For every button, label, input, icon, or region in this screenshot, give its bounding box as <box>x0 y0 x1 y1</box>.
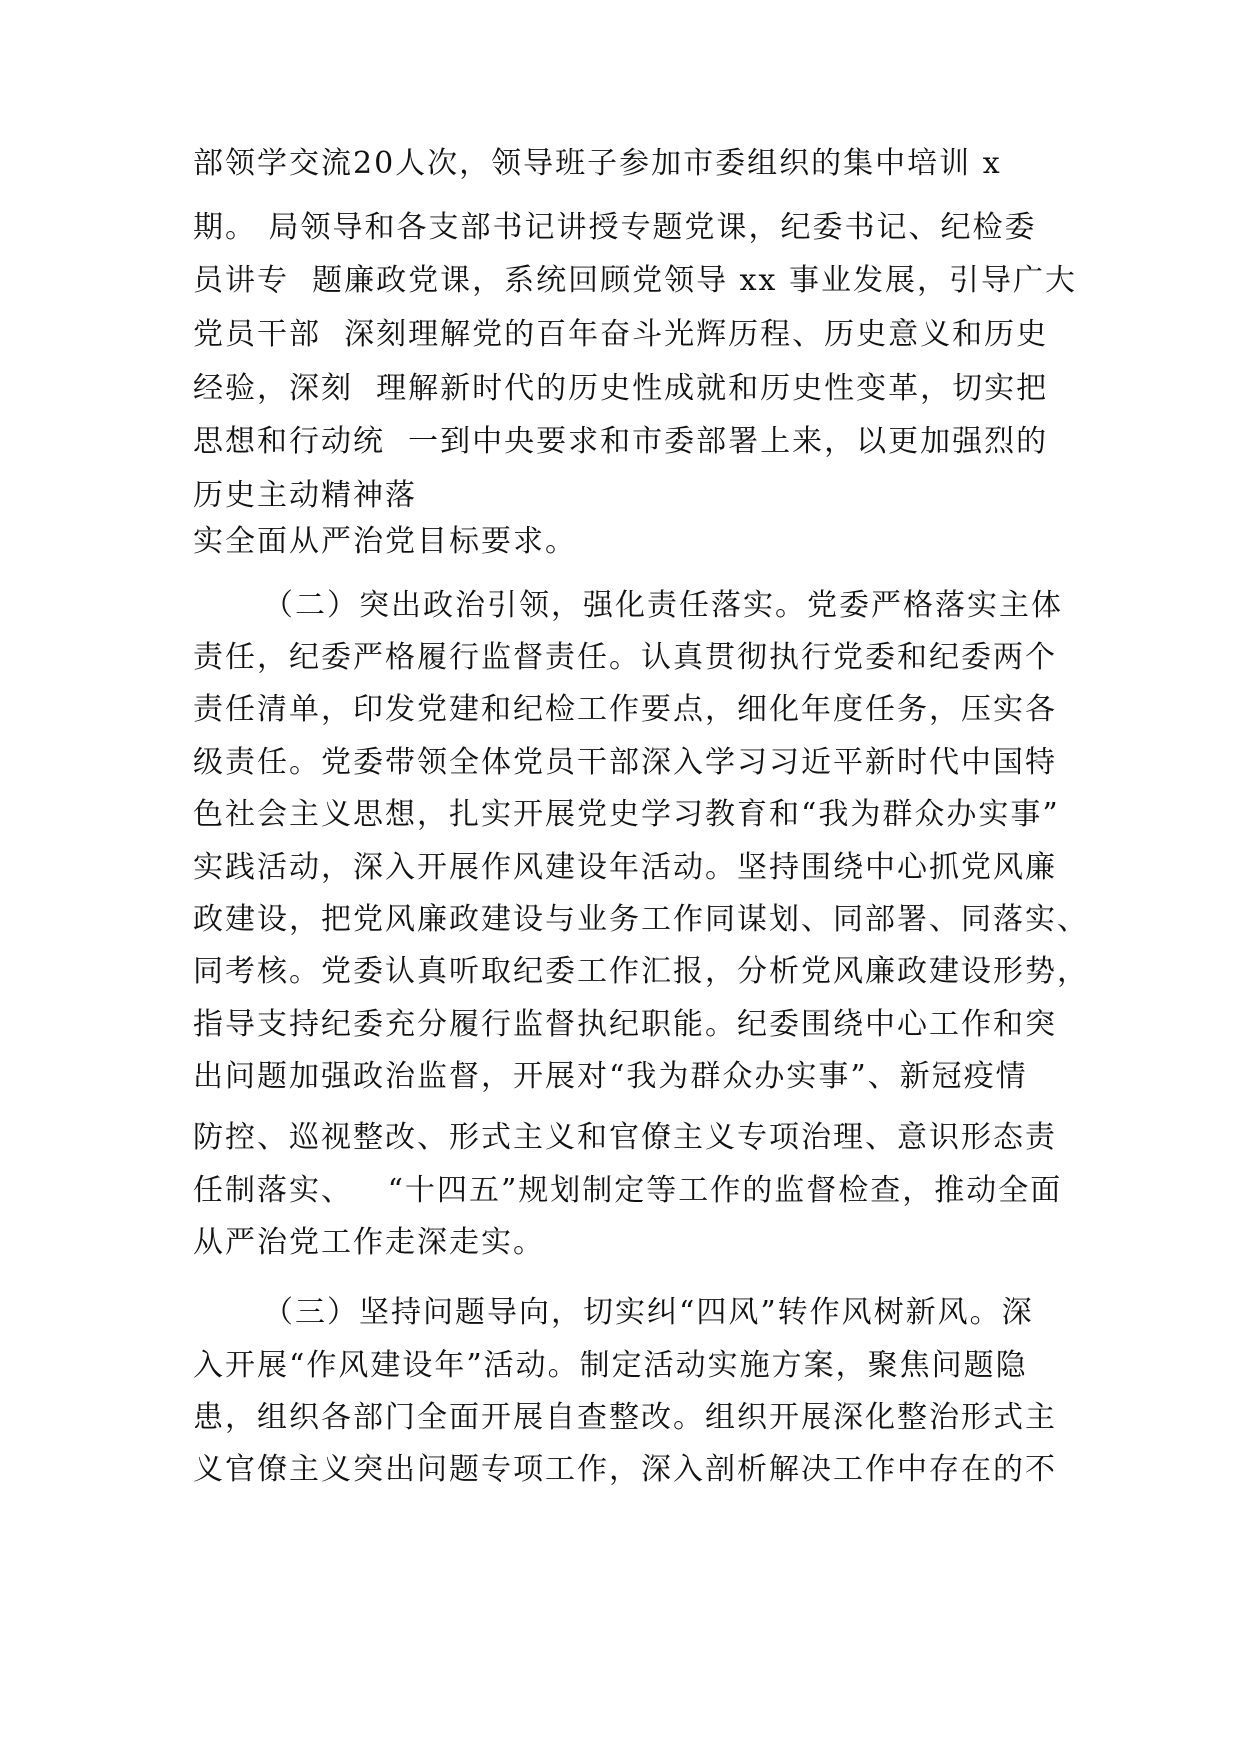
text-line: 部领学交流20人次，领导班子参加市委组织的集中培训 x <box>193 146 1002 181</box>
text-line: 政建设，把党风廉政建设与业务工作同谋划、同部署、同落实、 <box>193 902 1089 937</box>
text-line: 思想和行动统 一到中央要求和市委部署上来，以更加强烈的 <box>193 424 1049 459</box>
paragraph-heading-line: （二）突出政治引领，强化责任落实。党委严格落实主体 <box>263 588 1063 623</box>
text-line: 责任，纪委严格履行监督责任。认真贯彻执行党委和纪委两个 <box>193 640 1057 675</box>
text-line: 期。 局领导和各支部书记讲授专题党课，纪委书记、纪检委 <box>193 210 1037 245</box>
text-line: 经验，深刻 理解新时代的历史性成就和历史性变革，切实把 <box>193 371 1049 406</box>
text-line: 历史主动精神落 <box>193 478 417 513</box>
text-line: 实践活动，深入开展作风建设年活动。坚持围绕中心抓党风廉 <box>193 850 1057 885</box>
text-line: 入开展“作风建设年”活动。制定活动实施方案，聚焦问题隐 <box>193 1348 1028 1383</box>
paragraph-heading-line: （三）坚持问题导向，切实纠“四风”转作风树新风。深 <box>263 1295 1034 1330</box>
text-line: 防控、巡视整改、形式主义和官僚主义专项治理、意识形态责 <box>193 1120 1057 1155</box>
text-line: 责任清单，印发党建和纪检工作要点，细化年度任务，压实各 <box>193 692 1057 727</box>
text-line: 义官僚主义突出问题专项工作，深入剖析解决工作中存在的不 <box>193 1452 1057 1487</box>
text-line: 员讲专 题廉政党课，系统回顾党领导 xx 事业发展，引导广大 <box>193 263 1077 298</box>
text-line: 级责任。党委带领全体党员干部深入学习习近平新时代中国特 <box>193 745 1057 780</box>
text-line: 出问题加强政治监督，开展对“我为群众办实事”、新冠疫情 <box>193 1059 1028 1094</box>
text-line: 指导支持纪委充分履行监督执纪职能。纪委围绕中心工作和突 <box>193 1007 1057 1042</box>
text-line: 患，组织各部门全面开展自查整改。组织开展深化整治形式主 <box>193 1400 1057 1435</box>
text-line: 党员干部 深刻理解党的百年奋斗光辉历程、历史意义和历史 <box>193 317 1049 352</box>
text-line: 实全面从严治党目标要求。 <box>193 524 577 559</box>
text-line: 同考核。党委认真听取纪委工作汇报，分析党风廉政建设形势， <box>193 954 1089 989</box>
text-line: 任制落实、 “十四五”规划制定等工作的监督检查，推动全面 <box>193 1173 1063 1208</box>
text-line: 色社会主义思想，扎实开展党史学习教育和“我为群众办实事” <box>193 797 1060 832</box>
text-line: 从严治党工作走深走实。 <box>193 1225 545 1260</box>
